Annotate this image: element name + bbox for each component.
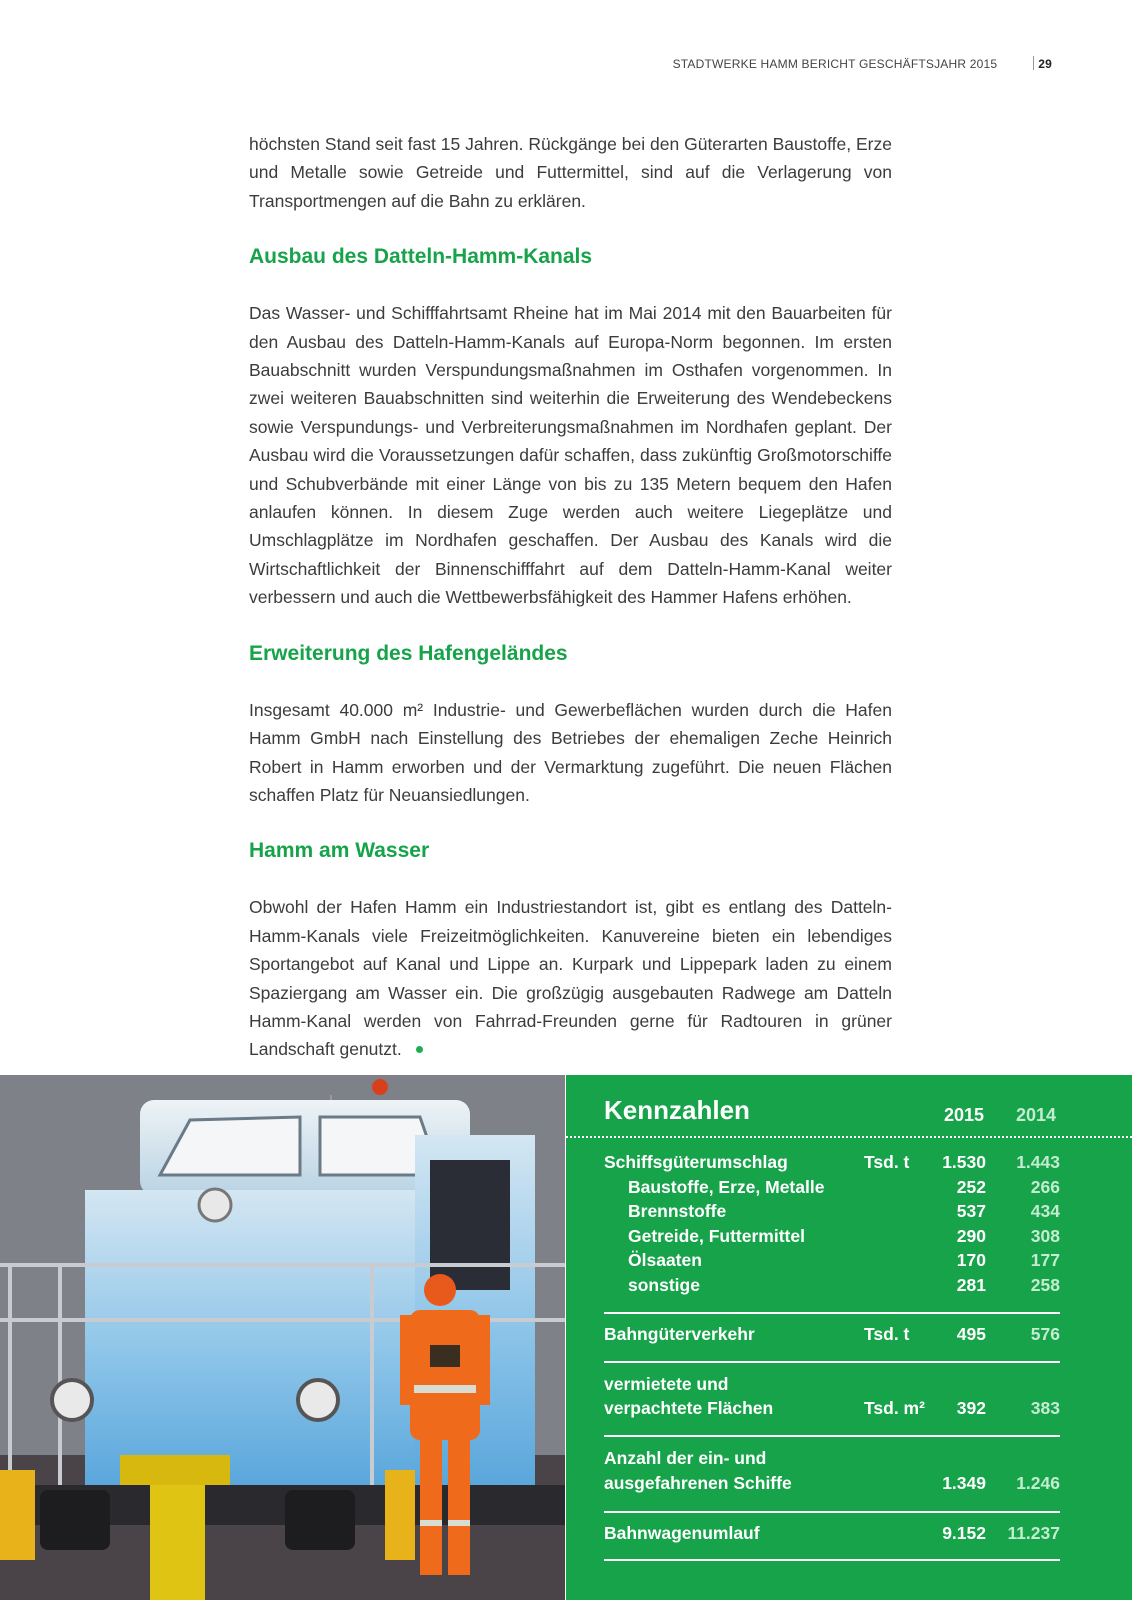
end-bullet-icon — [416, 1046, 423, 1053]
row-divider — [604, 1361, 1060, 1363]
locomotive-photo — [0, 1075, 565, 1600]
kennzahlen-title: Kennzahlen — [604, 1095, 750, 1125]
section-body-hafengelaende: Insgesamt 40.000 m² Industrie- und Gewerbeflächen wurden durch die Hafen Hamm GmbH nach Einstellung des Betriebes der ehemaligen Zeche Heinrich Robert in Hamm erworben und der Vermarktung zugeführt. Die neuen Flächen schaffen Platz für Neuansiedlungen. — [249, 699, 892, 805]
row-divider — [604, 1511, 1060, 1513]
section-heading-kanal: Ausbau des Datteln-Hamm-Kanals — [249, 245, 593, 269]
article-body — [249, 130, 892, 1064]
section-heading-hafengelaende: Erweiterung des Hafengeländes — [249, 641, 568, 665]
year-header-current: 2015 — [944, 1105, 985, 1125]
year-header-previous: 2014 — [1016, 1105, 1057, 1125]
dotted-divider — [566, 1136, 1132, 1138]
section-heading-wasser: Hamm am Wasser — [249, 839, 430, 863]
header-separator — [1033, 56, 1034, 70]
page-number: 29 — [1038, 57, 1052, 71]
kennzahlen-panel: Kennzahlen 2015 2014 Schiffsgüterumschlag Tsd. t 1.530 1.443 Baustoffe, Erze, Metalle 252 266 Brennstoffe 537 434 Getreide, Futtermittel 290 308 Ölsaaten 170 177 sonstige 281 258 Bahngüterverkehr Tsd. t 495 576 vermietete und verpachtete Flächen Tsd. m² 392 383 Anzahl der ein- und ausgefahrenen Schiffe 1.349 1.246 Bahnwagenumlauf 9.152 11.237 — [566, 1075, 1132, 1600]
section-body-kanal: Das Wasser- und Schifffahrtsamt Rheine hat im Mai 2014 mit den Bauarbeiten für den Ausbau des Datteln-Hamm-Kanals auf Europa-Norm begonnen. Im ersten Bauabschnitt wurden Verspundungsmaßnahmen im Osthafen vorgenommen. In zwei weiteren Bauabschnitten sind weiterhin die Erweiterung des Wendebeckens sowie Verspundungs- und Verbreiterungsmaßnahmen im Nordhafen geplant. Der Ausbau wird die Voraussetzungen dafür schaffen, dass zukünftig Großmotorschiffe und Schubverbände mit einer Länge von bis zu 135 Metern bequem den Hafen anlaufen können. In diesem Zuge werden auch weitere Liegeplätze und Umschlagplätze im Nordhafen geschaffen. Der Ausbau des Kanals wird die Wirtschaftlichkeit der Binnenschifffahrt auf dem Datteln-Hamm-Kanal weiter verbessern und auch die Wettbewerbsfähigkeit des Hammer Hafens erhöhen. — [249, 303, 892, 608]
section-body-wasser-text: Obwohl der Hafen Hamm ein Industriestandort ist, gibt es entlang des Datteln-Hamm-Kanals viele Freizeitmöglichkeiten. Kanuvereine bieten ein lebendiges Sportangebot auf Kanal und Lippe an. Kurpark und Lippepark laden zu einem Spaziergang am Wasser ein. Die großzügig ausgebauten Radwege am Datteln Hamm-Kanal werden von Fahrrad-Freunden gerne für Radtouren in grüner Landschaft genutzt. — [249, 897, 892, 1060]
locomotive-illustration — [0, 1075, 565, 1600]
report-title: STADTWERKE HAMM BERICHT GESCHÄFTSJAHR 2015 — [672, 57, 998, 71]
section-body-wasser — [249, 893, 892, 1063]
page-header — [673, 56, 1052, 71]
intro-paragraph: höchsten Stand seit fast 15 Jahren. Rückgänge bei den Güterarten Baustoffe, Erze und Metalle sowie Getreide und Futtermittel, sind auf die Verlagerung von Transportmengen auf die Bahn zu erklären. — [249, 134, 892, 211]
row-divider — [604, 1559, 1060, 1561]
row-divider — [604, 1312, 1060, 1314]
row-divider — [604, 1435, 1060, 1437]
